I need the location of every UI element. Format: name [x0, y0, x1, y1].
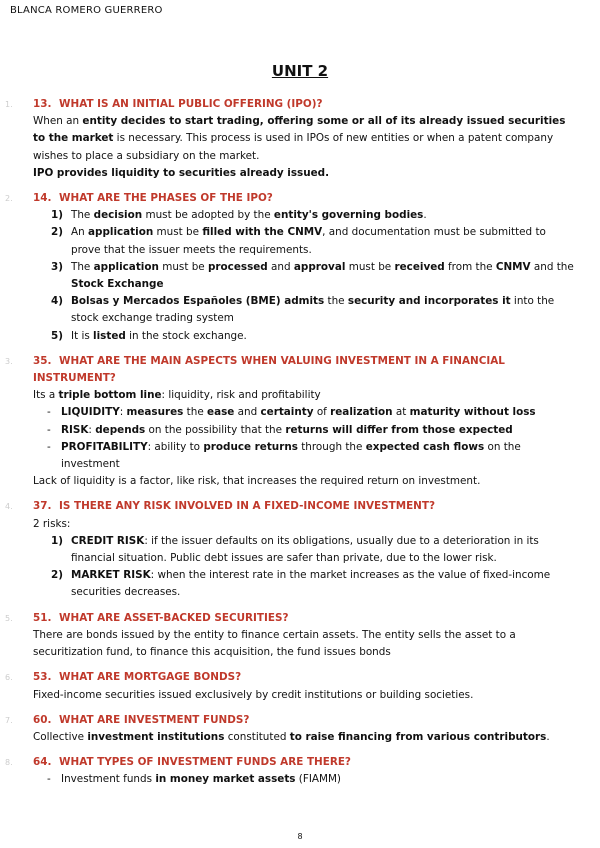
question-number: 14.	[33, 192, 52, 205]
bold-text: triple bottom line	[58, 389, 162, 402]
item-number: 4)	[51, 295, 63, 308]
unit-title: UNIT 2	[271, 62, 329, 80]
bold-text: MARKET RISK	[71, 569, 151, 582]
question-number: 51.	[33, 611, 52, 624]
bold-text: security and incorporates it	[347, 295, 511, 308]
question-index: 5.	[5, 613, 13, 623]
list-item: - PROFITABILITY: ability to produce returns through the expected cash flows on the investment	[47, 440, 521, 471]
text-run: : ability to	[147, 440, 204, 453]
text-run: .	[423, 209, 427, 222]
text-run: :	[119, 406, 127, 419]
text-run: must be	[345, 260, 395, 273]
question-title: WHAT ARE THE MAIN ASPECTS WHEN VALUING INVESTMENT IN A FINANCIAL INSTRUMENT?	[33, 354, 505, 385]
text-run: the	[183, 406, 208, 419]
text-run: and the	[530, 260, 574, 273]
question-index: 4.	[5, 502, 13, 512]
text-run: Investment funds	[61, 773, 156, 786]
bold-text: LIQUIDITY	[61, 406, 120, 419]
bullet-list	[33, 404, 578, 473]
bold-text: filled with the CNMV	[202, 226, 323, 239]
bold-text: returns will differ from those expected	[285, 423, 513, 436]
text-run: on the investment	[61, 440, 521, 471]
answer-paragraph	[33, 387, 578, 404]
text-run: into the stock exchange trading system	[71, 295, 555, 325]
question-heading	[5, 498, 578, 515]
text-run: , and documentation must be submitted to prove that the issuer meets the requirements.	[71, 226, 546, 256]
list-item	[33, 224, 578, 258]
text-run: The	[71, 209, 94, 222]
text-run: in the stock exchange.	[125, 329, 247, 342]
question-index: 1.	[5, 100, 13, 109]
text-run: is necessary. This process is used in IPOs of new entities or when a patent company wishes to place a subsidiary on the market.	[33, 132, 554, 162]
question-index: 2.	[5, 194, 13, 204]
text-run: (FIAMM)	[295, 773, 341, 786]
bold-text: received	[394, 260, 445, 273]
question-title: WHAT ARE MORTGAGE BONDS?	[59, 671, 242, 684]
text-run: It is	[71, 329, 94, 342]
question-title: WHAT TYPES OF INVESTMENT FUNDS ARE THERE?	[59, 756, 351, 769]
question-index: 7.	[5, 715, 13, 725]
bold-text: processed	[207, 260, 268, 273]
text-run: must be	[158, 260, 208, 273]
bold-text: depends	[95, 423, 146, 436]
list-item: - LIQUIDITY: measures the ease and certainty of realization at maturity without loss	[47, 406, 536, 419]
bold-text: entity's governing bodies	[273, 209, 424, 222]
question-number: 53.	[33, 671, 52, 684]
question-index: 3.	[5, 356, 13, 366]
question-heading	[5, 353, 578, 387]
text-run: : when the interest rate in the market increases as the value of fixed-income securities decreases.	[71, 569, 551, 599]
item-number: 3)	[51, 260, 63, 273]
bold-text: Bolsas y Mercados Españoles (BME) admits	[71, 295, 325, 308]
question-heading	[5, 669, 578, 686]
author-name: BLANCA ROMERO GUERRERO	[10, 5, 163, 16]
bold-text: measures	[126, 406, 184, 419]
question-number: 37.	[33, 500, 52, 513]
bold-text: listed	[93, 329, 126, 342]
list-item	[33, 533, 578, 567]
bold-text: realization	[330, 406, 393, 419]
list-item: - RISK: depends on the possibility that the returns will differ from those expected	[47, 423, 513, 436]
answer-paragraph: There are bonds issued by the entity to finance certain assets. The entity sells the asset to a securitization fund, to finance this acquisition, the fund issues bonds	[33, 628, 516, 659]
question-number: 35.	[33, 354, 52, 367]
bold-text: expected cash flows	[365, 440, 485, 453]
question-heading	[5, 754, 578, 771]
text-run: constituted	[224, 730, 290, 743]
question-title: WHAT ARE THE PHASES OF THE IPO?	[59, 192, 273, 205]
bold-text: CNMV	[495, 260, 531, 273]
text-run: Its a	[33, 389, 59, 402]
question-title: WHAT ARE INVESTMENT FUNDS?	[59, 713, 250, 726]
bold-text: RISK	[61, 423, 89, 436]
text-run: must be	[153, 226, 203, 239]
bold-text: in money market assets	[155, 773, 296, 786]
question-heading	[5, 96, 578, 113]
answer-paragraph: Lack of liquidity is a factor, like risk, that increases the required return on investment.	[33, 475, 481, 488]
text-run: : if the issuer defaults on its obligations, usually due to a deterioration in its financial situation. Public debt issues are safer than private, due to the lower risk.	[71, 534, 539, 565]
question-number: 13.	[33, 98, 52, 110]
bold-text: application	[93, 260, 159, 273]
bold-text: PROFITABILITY	[61, 440, 148, 453]
question-title: WHAT ARE ASSET-BACKED SECURITIES?	[59, 611, 289, 624]
document-body	[5, 92, 578, 789]
question-heading	[5, 610, 578, 627]
question-title: WHAT IS AN INITIAL PUBLIC OFFERING (IPO)?	[59, 98, 323, 110]
answer-paragraph: Fixed-income securities issued exclusively by credit institutions or building societies.	[33, 688, 474, 701]
question-index: 6.	[5, 673, 13, 683]
bold-text: certainty	[260, 406, 314, 419]
list-item: - Investment funds in money market assets (FIAMM)	[47, 773, 341, 786]
bold-text: CREDIT RISK	[71, 534, 145, 547]
question-number: 60.	[33, 713, 52, 726]
text-run: The	[71, 260, 94, 273]
question-index: 8.	[5, 758, 13, 768]
question-title: IS THERE ANY RISK INVOLVED IN A FIXED-INCOME INVESTMENT?	[59, 500, 435, 513]
question-heading	[5, 712, 578, 729]
text-run: Collective	[33, 730, 88, 743]
bold-text: produce returns	[203, 440, 298, 453]
bullet-list	[33, 771, 578, 788]
page-number: 8	[297, 832, 303, 841]
bold-text: maturity without loss	[409, 406, 536, 419]
text-run: :	[88, 423, 96, 436]
text-run: : liquidity, risk and profitability	[161, 389, 321, 402]
text-run: must be adopted by the	[142, 209, 274, 222]
bold-text: entity decides to start trading, offering some or all of its already issued securities to the market	[33, 115, 566, 145]
answer-paragraph	[33, 165, 578, 182]
item-number: 1)	[51, 209, 63, 222]
answer-paragraph	[33, 113, 578, 165]
list-item	[33, 567, 578, 601]
bold-text: decision	[93, 209, 143, 222]
item-number: 2)	[51, 226, 63, 239]
text-run: When an	[33, 115, 83, 128]
list-item	[33, 207, 578, 224]
text-run: of	[313, 406, 331, 419]
bold-text: ease	[207, 406, 235, 419]
item-number: 2)	[51, 569, 63, 582]
bold-text: IPO provides liquidity to securities already issued.	[33, 166, 330, 179]
text-run: .	[546, 730, 550, 743]
question-number: 64.	[33, 756, 52, 769]
bold-text: investment institutions	[87, 730, 225, 743]
text-run: and	[234, 406, 261, 419]
bold-text: Stock Exchange	[71, 278, 164, 291]
text-run: and	[267, 260, 294, 273]
text-run: at	[392, 406, 410, 419]
list-item	[33, 293, 578, 327]
answer-paragraph: 2 risks:	[33, 517, 71, 530]
text-run: the	[324, 295, 348, 308]
item-number: 1)	[51, 534, 63, 547]
list-item	[33, 328, 578, 345]
bold-text: application	[88, 226, 154, 239]
bold-text: to raise financing from various contributors	[289, 730, 547, 743]
text-run: from the	[444, 260, 496, 273]
list-item	[33, 259, 578, 293]
numbered-list	[33, 207, 578, 345]
numbered-list	[33, 533, 578, 602]
bold-text: approval	[293, 260, 346, 273]
text-run: through the	[297, 440, 366, 453]
item-number: 5)	[51, 329, 63, 342]
question-heading	[5, 190, 578, 207]
text-run: on the possibility that the	[145, 423, 286, 436]
answer-paragraph	[33, 729, 578, 746]
text-run: An	[71, 226, 88, 239]
